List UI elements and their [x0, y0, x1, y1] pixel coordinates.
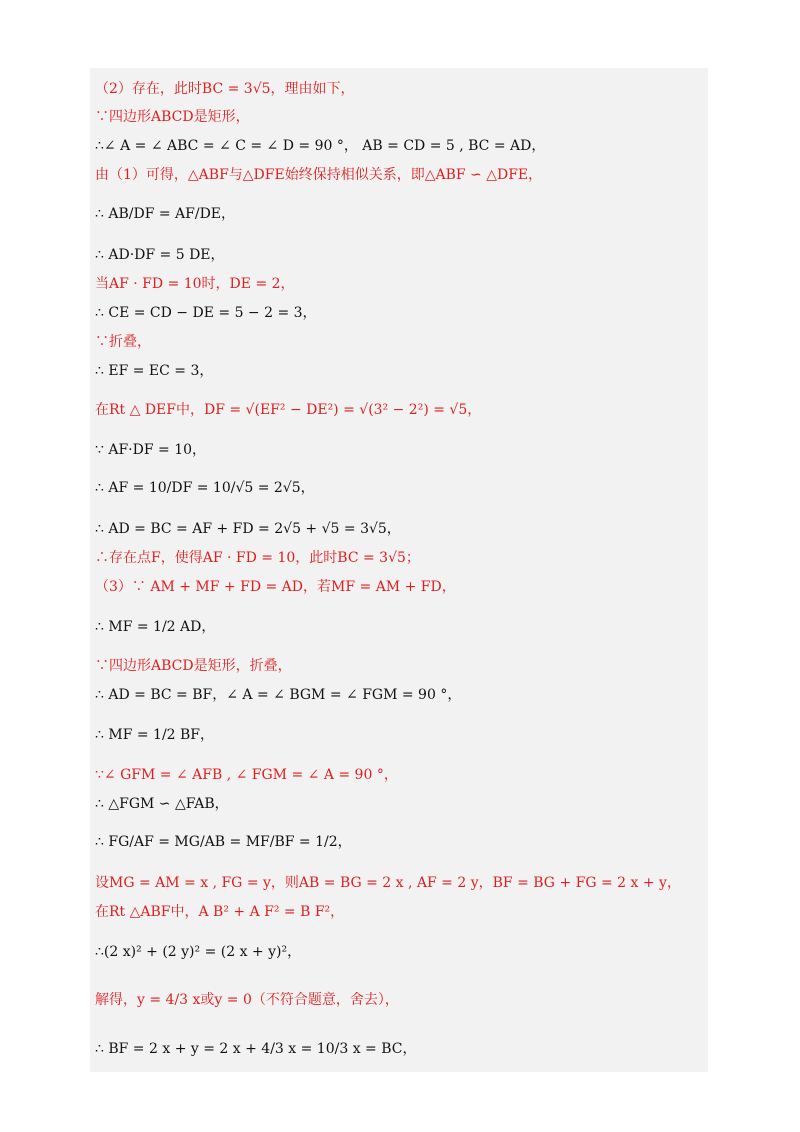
solution-line: ∴ EF = EC = 3，: [95, 363, 214, 379]
solution-line: ∵四边形ABCD是矩形，: [95, 109, 250, 125]
solution-line: ∴ CE = CD − DE = 5 − 2 = 3，: [95, 305, 317, 321]
solution-line: ∵四边形ABCD是矩形，折叠，: [95, 658, 292, 674]
solution-line: ∵ AF·DF = 10，: [95, 442, 207, 458]
solution-line: 设MG = AM = x , FG = y，则AB = BG = 2 x , AF = 2 y，BF = BG + FG = 2 x + y，: [95, 875, 681, 891]
solution-line: ∴ MF = 1/2 AD，: [95, 619, 216, 635]
solution-line: （2）存在，此时BC = 3√5，理由如下，: [95, 81, 355, 97]
solution-line: 当AF · FD = 10时，DE = 2，: [95, 276, 295, 292]
solution-line: （3）∵ AM + MF + FD = AD，若MF = AM + FD，: [95, 579, 456, 595]
solution-line: ∴存在点F，使得AF · FD = 10，此时BC = 3√5；: [95, 550, 420, 566]
solution-line: ∴∠ A = ∠ ABC = ∠ C = ∠ D = 90 °， AB = CD = 5 , BC = AD，: [95, 138, 546, 154]
solution-line: 解得，y = 4/3 x或y = 0（不符合题意，舍去），: [95, 992, 399, 1008]
solution-line: 由（1）可得，△ABF与△DFE始终保持相似关系，即△ABF ∽ △DFE，: [95, 167, 543, 183]
solution-line: ∴ AD = BC = AF + FD = 2√5 + √5 = 3√5，: [95, 521, 401, 537]
solution-line: ∴ AD·DF = 5 DE，: [95, 247, 225, 263]
solution-line: ∴ AF = 10/DF = 10/√5 = 2√5，: [95, 480, 315, 496]
solution-line: 在Rt △ABF中，A B² + A F² = B F²，: [95, 904, 345, 920]
solution-line: ∴ MF = 1/2 BF，: [95, 727, 215, 743]
solution-line: ∴ BF = 2 x + y = 2 x + 4/3 x = 10/3 x = BC，: [95, 1041, 417, 1057]
solution-line: ∴ FG/AF = MG/AB = MF/BF = 1/2，: [95, 834, 352, 850]
solution-line: ∴ AD = BC = BF，∠ A = ∠ BGM = ∠ FGM = 90 °，: [95, 687, 462, 703]
solution-line: ∴(2 x)² + (2 y)² = (2 x + y)²，: [95, 944, 302, 960]
solution-line: ∴ △FGM ∽ △FAB，: [95, 796, 229, 812]
solution-line: ∵∠ GFM = ∠ AFB , ∠ FGM = ∠ A = 90 °，: [95, 767, 398, 783]
solution-line: ∵折叠，: [95, 334, 151, 350]
solution-line: ∴ AB/DF = AF/DE，: [95, 206, 236, 222]
solution-line: 在Rt △ DEF中，DF = √(EF² − DE²) = √(3² − 2²) = √5，: [95, 402, 482, 418]
